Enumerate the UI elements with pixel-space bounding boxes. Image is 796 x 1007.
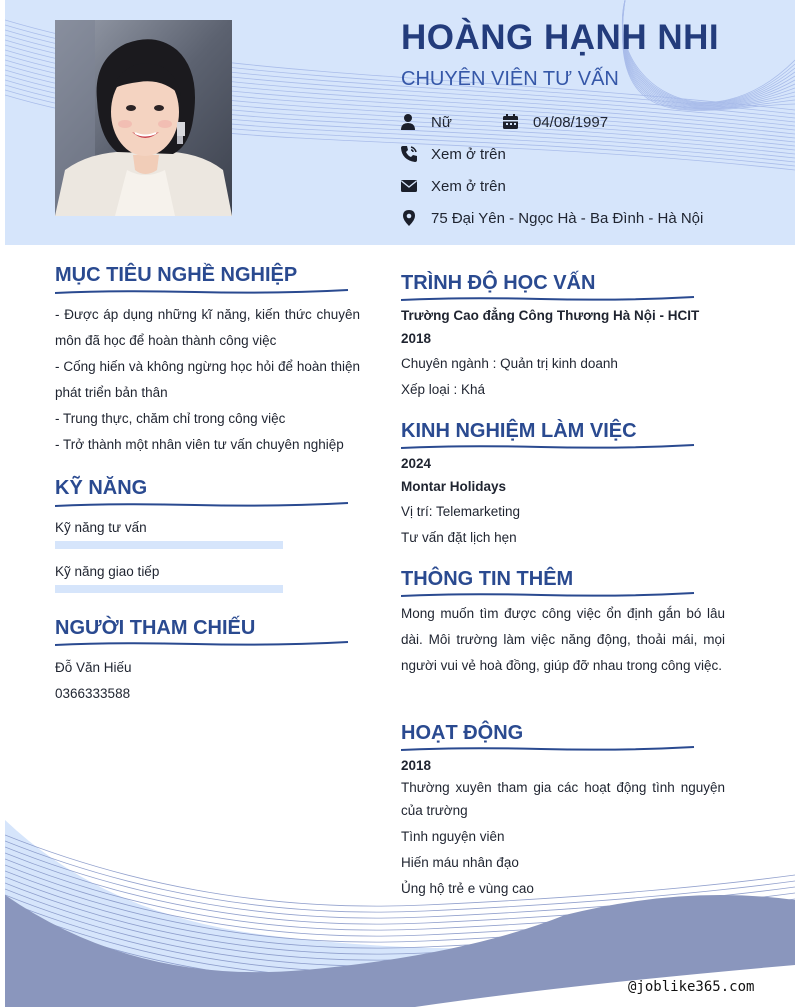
skill-bar [55, 585, 283, 593]
address-row [400, 207, 703, 229]
footer-wave-decoration [5, 795, 795, 1007]
education-title: TRÌNH ĐỘ HỌC VẤN [401, 272, 596, 294]
phone-value: Xem ở trên [431, 145, 506, 163]
experience-title: KINH NGHIỆM LÀM VIỆC [401, 420, 637, 442]
email-row [400, 175, 506, 197]
mail-icon [400, 177, 418, 195]
gender-value: Nữ [431, 113, 452, 131]
skills-underline [55, 501, 350, 509]
education-major: Chuyên ngành : Quản trị kinh doanh [401, 356, 618, 371]
objective-item: - Được áp dụng những kĩ năng, kiến thức chuyên môn đã học để hoàn thành công việc [55, 307, 360, 348]
activities-title: HOẠT ĐỘNG [401, 722, 524, 744]
objective-title: MỤC TIÊU NGHỀ NGHIỆP [55, 264, 298, 286]
activity-item: Tình nguyện viên [401, 829, 505, 844]
address-value: 75 Đại Yên - Ngọc Hà - Ba Đình - Hà Nội [431, 209, 704, 227]
job-title: CHUYÊN VIÊN TƯ VẤN [401, 68, 619, 90]
skill-label: Kỹ năng tư vấn [55, 520, 147, 535]
watermark: @joblike365.com [628, 979, 755, 995]
activity-item: Hiến máu nhân đạo [401, 855, 519, 870]
objective-item: - Trung thực, chăm chỉ trong công việc [55, 411, 286, 426]
skills-title: KỸ NĂNG [55, 477, 148, 499]
education-year: 2018 [401, 331, 432, 346]
skill-label: Kỹ năng giao tiếp [55, 564, 160, 579]
references-title: NGƯỜI THAM CHIẾU [55, 617, 256, 639]
objective-item: - Trở thành một nhân viên tư vấn chuyên nghiệp [55, 437, 344, 452]
education-underline [401, 295, 696, 303]
experience-company: Montar Holidays [401, 479, 507, 494]
education-school: Trường Cao đẳng Công Thương Hà Nội - HCIT [401, 308, 700, 323]
references-underline [55, 640, 350, 648]
skill-bar-fill [55, 541, 283, 549]
calendar-icon [502, 113, 520, 131]
gender-row [400, 111, 452, 133]
additional-info-title: THÔNG TIN THÊM [401, 568, 574, 590]
birthdate-value: 04/08/1997 [533, 113, 609, 131]
activities-year: 2018 [401, 758, 432, 773]
location-pin-icon [400, 209, 418, 227]
additional-info-text: Mong muốn tìm được công việc ổn định gắn bó lâu dài. Môi trường làm việc năng động, thoải mái, mọi người vui vẻ hoà đồng, giúp đỡ nhau trong công việc. [401, 606, 725, 673]
skill-bar-fill [55, 585, 283, 593]
skill-bar [55, 541, 283, 549]
reference-name: Đỗ Văn Hiếu [55, 660, 132, 675]
objective-underline [55, 288, 350, 296]
experience-position: Vị trí: Telemarketing [401, 504, 521, 519]
education-rank: Xếp loại : Khá [401, 382, 486, 397]
objective-list [55, 302, 360, 458]
person-icon [400, 113, 418, 131]
additional-info-underline [401, 591, 696, 599]
experience-task: Tư vấn đặt lịch hẹn [401, 530, 517, 545]
phone-row [400, 143, 506, 165]
activity-item: Ủng hộ trẻ e vùng cao [401, 881, 534, 896]
birthdate-row [502, 111, 608, 133]
candidate-name: HOÀNG HẠNH NHI [401, 18, 720, 57]
profile-photo-illustration [55, 20, 232, 216]
objective-item: - Cống hiến và không ngừng học hỏi để hoàn thiện phát triển bản thân [55, 359, 360, 400]
activity-item: Thường xuyên tham gia các hoạt động tình nguyện của trường [401, 780, 725, 818]
reference-phone: 0366333588 [55, 686, 131, 701]
profile-photo [55, 20, 232, 216]
experience-underline [401, 443, 696, 451]
activities-underline [401, 745, 696, 753]
experience-year: 2024 [401, 456, 432, 471]
phone-icon [400, 145, 418, 163]
email-value: Xem ở trên [431, 177, 506, 195]
